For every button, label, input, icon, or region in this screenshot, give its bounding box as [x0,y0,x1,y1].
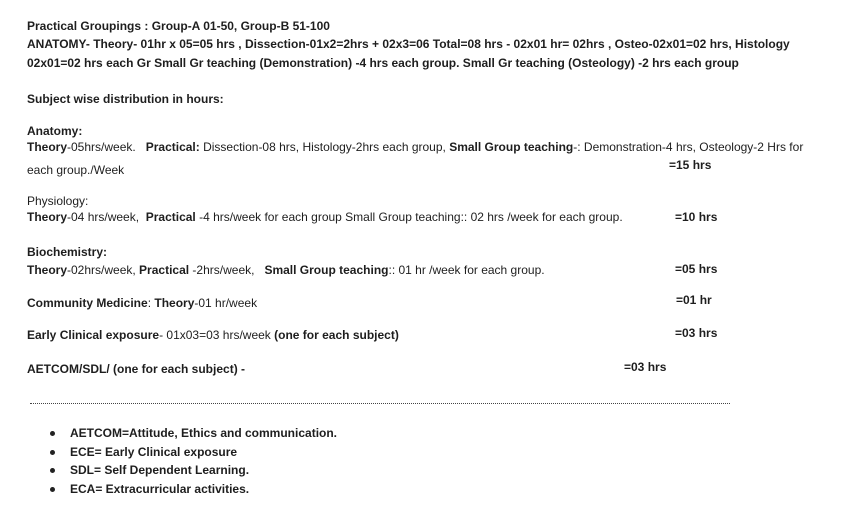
early-clinical-note: (one for each subject) [274,328,399,342]
anatomy-theory-label: Theory [27,140,68,154]
anatomy-total: =15 hrs [669,158,712,172]
distribution-title: Subject wise distribution in hours: [27,92,224,106]
anatomy-sgt-label: Small Group teaching [449,140,574,154]
biochemistry-sgt-text: :: 01 hr /week for each group. [388,263,545,277]
anatomy-practical-label: Practical: [145,140,200,154]
list-item [70,480,337,499]
bullet-icon [50,487,55,492]
biochemistry-practical-text: -2hrs/week, [189,263,265,277]
anatomy-sgt-text: -: Demonstration-4 hrs, Osteology-2 Hrs for [573,140,804,154]
physiology-heading: Physiology: [27,194,89,208]
biochemistry-practical-label: Practical [139,263,190,277]
physiology-theory-label: Theory [27,210,68,224]
abbreviation-list [0,424,337,498]
physiology-theory-text: -04 hrs/week, [67,210,146,224]
community-medicine-theory-text: -01 hr/week [194,296,258,310]
community-medicine-label: Community Medicine [27,296,148,310]
biochemistry-total: =05 hrs [675,262,718,276]
bullet-icon [50,431,55,436]
anatomy-theory-text: -05hrs/week. [67,140,146,154]
abbreviation-text: ECE= Early Clinical exposure [70,444,238,459]
abbreviation-text: SDL= Self Dependent Learning. [70,463,250,477]
community-medicine-sep: : [147,296,155,310]
list-item [70,443,337,462]
biochemistry-heading: Biochemistry: [27,245,108,259]
physiology-practical-label: Practical [145,210,196,224]
early-clinical-line [27,328,399,343]
abbreviation-text: AETCOM=Attitude, Ethics and communication. [70,426,338,440]
anatomy-schedule-line-1: ANATOMY- Theory- 01hr x 05=05 hrs , Dissection-01x2=2hrs + 02x3=06 Total=08 hrs - 02x01 hr= 02hrs , Osteo-02x01=02 hrs, Histology [27,37,790,51]
community-medicine-line [27,296,257,311]
anatomy-detail-line-1 [27,140,803,155]
community-medicine-total: =01 hr [676,293,712,307]
anatomy-heading: Anatomy: [27,124,83,138]
physiology-detail [27,210,623,225]
physiology-total: =10 hrs [675,210,718,224]
anatomy-detail-line-2: each group./Week [27,163,125,177]
community-medicine-theory-label: Theory [154,296,195,310]
aetcom-line: AETCOM/SDL/ (one for each subject) - [27,362,246,376]
aetcom-total: =03 hrs [624,360,667,374]
list-item [70,461,337,480]
dotted-divider [30,403,730,404]
biochemistry-detail [27,263,545,278]
biochemistry-theory-text: -02hrs/week, [67,263,140,277]
bullet-icon [50,450,55,455]
anatomy-schedule-line-2: 02x01=02 hrs each Gr Small Gr teaching (Demonstration) -4 hrs each group. Small Gr teaching (Osteology) -2 hrs each group [27,56,739,70]
early-clinical-total: =03 hrs [675,326,718,340]
early-clinical-label: Early Clinical exposure [27,328,160,342]
biochemistry-sgt-label: Small Group teaching [264,263,389,277]
list-item [70,424,337,443]
biochemistry-theory-label: Theory [27,263,68,277]
anatomy-practical-text: Dissection-08 hrs, Histology-2hrs each group, [199,140,450,154]
abbreviation-text: ECA= Extracurricular activities. [70,481,250,496]
early-clinical-text: - 01x03=03 hrs/week [159,328,275,342]
practical-groupings: Practical Groupings : Group-A 01-50, Group-B 51-100 [27,19,330,33]
physiology-practical-text: -4 hrs/week for each group Small Group teaching:: 02 hrs /week for each group. [195,210,623,224]
bullet-icon [50,468,55,473]
